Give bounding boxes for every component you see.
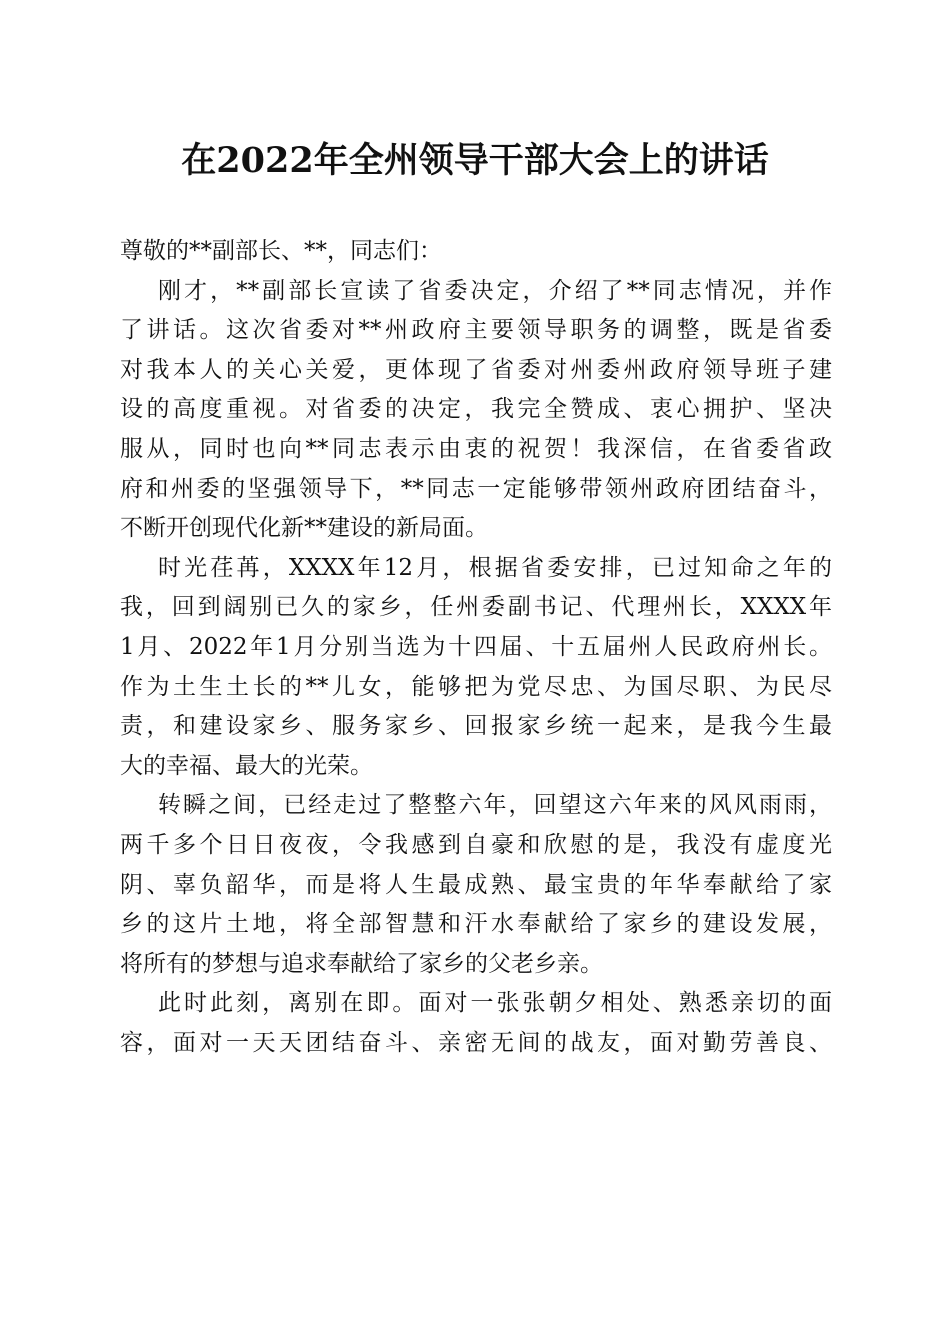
- salutation: 尊敬的**副部长、**，同志们：: [120, 238, 442, 264]
- paragraph-2-line-3: 1月、2022年1月分别当选为十四届、十五届州人民政府州长。: [120, 633, 832, 660]
- paragraph-2-line-1: 时光荏苒，XXXX年12月，根据省委安排，已过知命之年的: [158, 554, 832, 581]
- document-title: 在2022年全州领导干部大会上的讲话: [181, 140, 769, 181]
- paragraph-3-line-5: 将所有的梦想与追求奉献给了家乡的父老乡亲。: [120, 950, 603, 977]
- paragraph-3-line-2: 两千多个日日夜夜，令我感到自豪和欣慰的是，我没有虚度光: [120, 831, 832, 858]
- paragraph-1-line-5: 服从，同时也向**同志表示由衷的祝贺！我深信，在省委省政: [120, 435, 832, 462]
- paragraph-1-line-7: 不断开创现代化新**建设的新局面。: [120, 515, 488, 542]
- paragraph-1-line-4: 设的高度重视。对省委的决定，我完全赞成、衷心拥护、坚决: [120, 396, 832, 423]
- paragraph-1-line-3: 对我本人的关心关爱，更体现了省委对州委州政府领导班子建: [120, 356, 832, 383]
- document-body: [120, 232, 832, 1063]
- paragraph-3-line-1: 转瞬之间，已经走过了整整六年，回望这六年来的风风雨雨，: [158, 792, 832, 819]
- paragraph-1-line-2: 了讲话。这次省委对**州政府主要领导职务的调整，既是省委: [120, 317, 832, 344]
- paragraph-2-line-4: 作为土生土长的**儿女，能够把为党尽忠、为国尽职、为民尽: [120, 673, 832, 700]
- paragraph-1-line-1: 刚才，**副部长宣读了省委决定，介绍了**同志情况，并作: [158, 277, 832, 304]
- paragraph-2-line-6: 大的幸福、最大的光荣。: [120, 752, 373, 779]
- paragraph-4-line-1: 此时此刻，离别在即。面对一张张朝夕相处、熟悉亲切的面: [158, 990, 832, 1017]
- paragraph-3-line-4: 乡的这片土地，将全部智慧和汗水奉献给了家乡的建设发展，: [120, 911, 832, 938]
- paragraph-4-line-2: 容，面对一天天团结奋斗、亲密无间的战友，面对勤劳善良、: [120, 1029, 832, 1056]
- paragraph-2-line-2: 我，回到阔别已久的家乡，任州委副书记、代理州长，XXXX年: [120, 594, 832, 621]
- paragraph-2-line-5: 责，和建设家乡、服务家乡、回报家乡统一起来，是我今生最: [120, 713, 832, 740]
- paragraph-1-line-6: 府和州委的坚强领导下，**同志一定能够带领州政府团结奋斗，: [120, 475, 832, 502]
- paragraph-3-line-3: 阴、辜负韶华，而是将人生最成熟、最宝贵的年华奉献给了家: [120, 871, 832, 898]
